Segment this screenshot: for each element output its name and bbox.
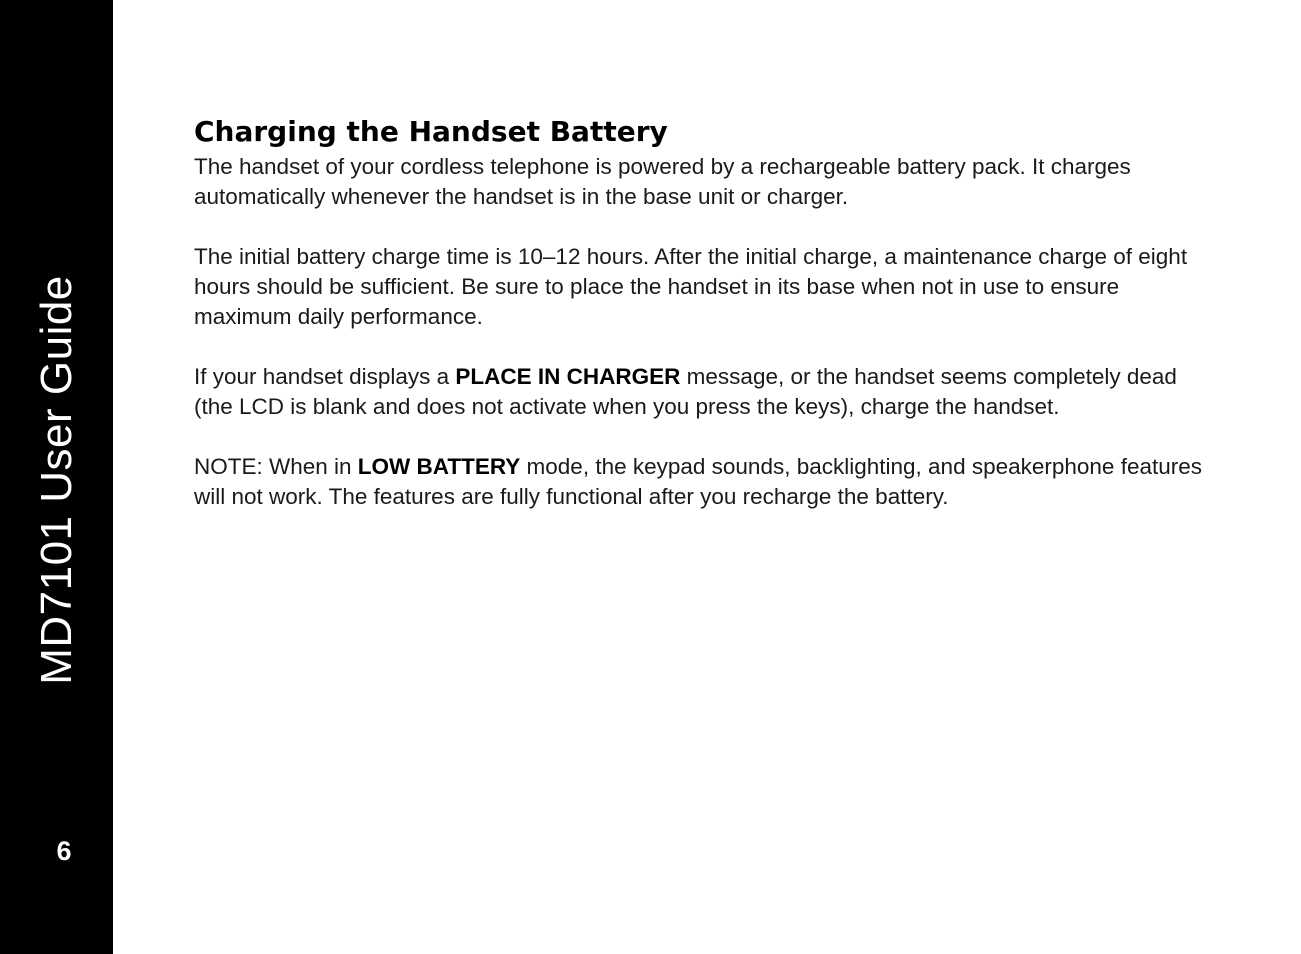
text-segment: If your handset displays a [194, 364, 456, 389]
paragraph-place-in-charger [194, 362, 1214, 422]
paragraph-low-battery-note [194, 452, 1214, 512]
guide-title: MD7101 User Guide [32, 275, 81, 685]
main-content [194, 112, 1214, 512]
section-heading: Charging the Handset Battery [194, 115, 668, 148]
paragraph-battery-pack: The handset of your cordless telephone is powered by a rechargeable battery pack. It charges automatically whenever the handset is in the base unit or charger. [194, 154, 1131, 209]
text-segment: message, or the handset seems completely dead (the LCD is blank and does not activate when you press the keys), charge the handset. [194, 364, 1177, 419]
place-in-charger-term: PLACE IN CHARGER [455, 364, 681, 389]
text-segment: NOTE: When in [194, 454, 358, 479]
low-battery-term: LOW BATTERY [357, 454, 521, 479]
paragraph-charge-time: The initial battery charge time is 10–12 hours. After the initial charge, a maintenance charge of eight hours should be sufficient. Be sure to place the handset in its base when not in use to ensure maximum daily performance. [194, 244, 1188, 329]
text-segment: mode, the keypad sounds, backlighting, and speakerphone features will not work. The features are fully functional after you recharge the battery. [194, 454, 1202, 509]
page-number: 6 [56, 836, 72, 866]
